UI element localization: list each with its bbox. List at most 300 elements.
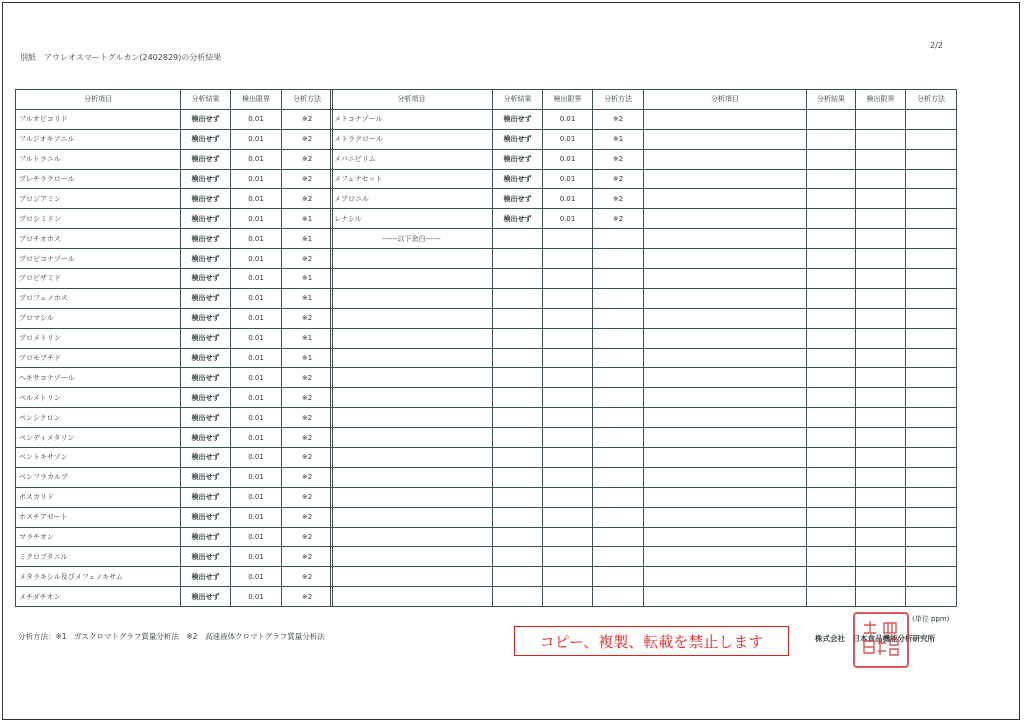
cell-result	[807, 487, 856, 507]
table-row	[644, 487, 957, 507]
cell-method: ※2	[282, 507, 333, 527]
cell-item	[644, 348, 807, 368]
cell-method: ※1	[282, 328, 333, 348]
cell-limit	[543, 269, 593, 289]
cell-method	[906, 209, 957, 229]
cell-method: ※2	[282, 467, 333, 487]
table-row	[16, 129, 333, 149]
cell-result: 検出せず	[181, 169, 231, 189]
table-row	[16, 487, 333, 507]
cell-result: 検出せず	[493, 209, 543, 229]
cell-result: 検出せず	[181, 229, 231, 249]
cell-item: プロチオホス	[16, 229, 181, 249]
cell-item	[331, 308, 493, 328]
cell-method	[593, 448, 644, 468]
cell-limit	[856, 368, 906, 388]
cell-result	[807, 567, 856, 587]
col-header-method: 分析方法	[282, 90, 333, 110]
cell-item	[331, 348, 493, 368]
cell-limit: 0.01	[231, 368, 282, 388]
cell-item	[644, 408, 807, 428]
cell-limit	[543, 448, 593, 468]
company-name: 株式会社 日本食品機能分析研究所	[815, 634, 935, 643]
cell-limit: 0.01	[231, 348, 282, 368]
col-header-item: 分析項目	[16, 90, 181, 110]
cell-limit	[856, 129, 906, 149]
cell-result: 検出せず	[181, 547, 231, 567]
cell-result	[493, 348, 543, 368]
cell-limit	[543, 288, 593, 308]
cell-result	[807, 527, 856, 547]
cell-item: ベントキサゾン	[16, 448, 181, 468]
cell-item	[644, 109, 807, 129]
cell-limit	[543, 348, 593, 368]
cell-item	[644, 547, 807, 567]
cell-method	[906, 587, 957, 607]
cell-limit	[856, 467, 906, 487]
cell-method	[906, 567, 957, 587]
cell-method: ※2	[282, 587, 333, 607]
cell-method	[593, 467, 644, 487]
table-row	[16, 328, 333, 348]
cell-result: 検出せず	[181, 487, 231, 507]
cell-limit: 0.01	[231, 129, 282, 149]
table-row	[331, 408, 644, 428]
cell-item: ペルメトリン	[16, 388, 181, 408]
table-row	[644, 527, 957, 547]
table-row	[331, 547, 644, 567]
table-row	[331, 428, 644, 448]
cell-result	[807, 388, 856, 408]
cell-method	[906, 229, 957, 249]
cell-limit	[543, 547, 593, 567]
cell-limit	[856, 408, 906, 428]
cell-item: メチダチオン	[16, 587, 181, 607]
cell-item	[331, 428, 493, 448]
cell-method	[593, 567, 644, 587]
cell-item: プロピコナゾール	[16, 249, 181, 269]
cell-method: ※2	[282, 169, 333, 189]
cell-method: ※2	[282, 109, 333, 129]
cell-limit	[856, 308, 906, 328]
cell-limit: 0.01	[231, 408, 282, 428]
table-row	[331, 467, 644, 487]
table-row	[331, 189, 644, 209]
cell-result	[807, 328, 856, 348]
table-row	[16, 567, 333, 587]
cell-limit: 0.01	[231, 448, 282, 468]
table-row	[331, 527, 644, 547]
cell-limit: 0.01	[231, 487, 282, 507]
col-header-limit: 検出限界	[856, 90, 906, 110]
table-row	[331, 149, 644, 169]
cell-result: 検出せず	[181, 507, 231, 527]
cell-result	[807, 209, 856, 229]
cell-result	[807, 308, 856, 328]
cell-item: ベンフラカルブ	[16, 467, 181, 487]
cell-limit	[856, 507, 906, 527]
cell-item: フルトラニル	[16, 149, 181, 169]
table-row	[331, 487, 644, 507]
cell-limit: 0.01	[231, 587, 282, 607]
cell-method	[906, 189, 957, 209]
cell-limit	[856, 189, 906, 209]
cell-method: ※2	[593, 189, 644, 209]
table-row	[16, 408, 333, 428]
cell-limit	[856, 328, 906, 348]
cell-result	[493, 288, 543, 308]
cell-method: ※2	[593, 149, 644, 169]
cell-method	[906, 368, 957, 388]
cell-limit	[856, 388, 906, 408]
document-title: 別紙 アウレオスマートグルカン(2402829)の分析結果	[20, 53, 222, 62]
cell-result	[807, 249, 856, 269]
cell-result	[493, 487, 543, 507]
cell-method: ※2	[282, 308, 333, 328]
cell-item	[331, 408, 493, 428]
cell-method: ※1	[593, 129, 644, 149]
cell-result	[493, 269, 543, 289]
cell-method	[593, 388, 644, 408]
cell-method: ※2	[282, 189, 333, 209]
cell-result	[807, 189, 856, 209]
table-row	[644, 567, 957, 587]
table-row	[16, 547, 333, 567]
cell-limit	[543, 507, 593, 527]
cell-result	[493, 527, 543, 547]
table-row	[16, 368, 333, 388]
cell-result: 検出せず	[181, 587, 231, 607]
table-row	[16, 189, 333, 209]
cell-limit: 0.01	[231, 428, 282, 448]
cell-result	[807, 467, 856, 487]
cell-method	[593, 288, 644, 308]
table-row	[644, 269, 957, 289]
cell-result: 検出せず	[181, 388, 231, 408]
cell-result	[807, 229, 856, 249]
cell-method	[906, 129, 957, 149]
table-row	[331, 368, 644, 388]
table-row	[16, 169, 333, 189]
table-row	[644, 428, 957, 448]
cell-item	[644, 428, 807, 448]
cell-result: 検出せず	[493, 109, 543, 129]
cell-limit	[543, 587, 593, 607]
cell-method	[593, 408, 644, 428]
cell-limit: 0.01	[231, 567, 282, 587]
cell-item	[644, 567, 807, 587]
cell-item	[644, 388, 807, 408]
cell-item	[644, 308, 807, 328]
cell-method: ※1	[282, 288, 333, 308]
table-row	[331, 308, 644, 328]
page-number: 2/2	[930, 41, 943, 50]
cell-item	[331, 448, 493, 468]
cell-limit: 0.01	[231, 249, 282, 269]
table-row	[331, 129, 644, 149]
cell-item	[644, 448, 807, 468]
cell-item	[331, 249, 493, 269]
cell-method	[593, 527, 644, 547]
cell-item: ミクロブタニル	[16, 547, 181, 567]
cell-item: プロジアミン	[16, 189, 181, 209]
table-row	[644, 547, 957, 567]
cell-item	[644, 328, 807, 348]
table-row	[331, 269, 644, 289]
table-row	[644, 308, 957, 328]
cell-result	[807, 368, 856, 388]
table-row	[331, 328, 644, 348]
cell-limit	[856, 109, 906, 129]
cell-method	[906, 169, 957, 189]
cell-limit: 0.01	[543, 209, 593, 229]
cell-method	[906, 109, 957, 129]
cell-result: 検出せず	[181, 129, 231, 149]
cell-result: 検出せず	[181, 348, 231, 368]
cell-limit	[856, 348, 906, 368]
cell-method	[906, 328, 957, 348]
results-table-2	[330, 89, 644, 607]
table-row	[644, 467, 957, 487]
table-row	[16, 467, 333, 487]
cell-limit: 0.01	[231, 169, 282, 189]
cell-result: 検出せず	[181, 109, 231, 129]
cell-limit	[856, 209, 906, 229]
table-row	[644, 129, 957, 149]
cell-method	[593, 547, 644, 567]
cell-item	[644, 368, 807, 388]
table-row	[644, 209, 957, 229]
table-row	[331, 567, 644, 587]
cell-method: ※2	[282, 149, 333, 169]
cell-result: 検出せず	[493, 129, 543, 149]
cell-method: ※1	[282, 269, 333, 289]
cell-result	[493, 308, 543, 328]
cell-limit: 0.01	[231, 507, 282, 527]
cell-method	[593, 507, 644, 527]
cell-limit: 0.01	[231, 229, 282, 249]
table-row	[331, 448, 644, 468]
cell-item	[644, 209, 807, 229]
table-row	[331, 169, 644, 189]
cell-method	[593, 308, 644, 328]
col-header-result: 分析結果	[181, 90, 231, 110]
cell-method	[906, 348, 957, 368]
cell-item	[644, 507, 807, 527]
cell-item: ヘキサコナゾール	[16, 368, 181, 388]
cell-item	[331, 507, 493, 527]
cell-result	[807, 507, 856, 527]
cell-item: プロモブチド	[16, 348, 181, 368]
cell-result	[493, 388, 543, 408]
cell-limit	[856, 249, 906, 269]
cell-item	[644, 229, 807, 249]
table-row	[644, 368, 957, 388]
table-row	[331, 507, 644, 527]
cell-method: ※1	[282, 348, 333, 368]
cell-limit	[856, 547, 906, 567]
table-row	[16, 249, 333, 269]
cell-method: ※2	[282, 368, 333, 388]
cell-limit: 0.01	[231, 149, 282, 169]
table-row	[16, 448, 333, 468]
table-row	[331, 587, 644, 607]
col-header-item: 分析項目	[644, 90, 807, 110]
cell-result: 検出せず	[181, 567, 231, 587]
cell-limit: 0.01	[543, 169, 593, 189]
cell-limit	[543, 229, 593, 249]
table-row	[331, 249, 644, 269]
cell-result	[493, 587, 543, 607]
cell-item: フルジオキソニル	[16, 129, 181, 149]
table-row	[16, 269, 333, 289]
cell-limit	[543, 527, 593, 547]
cell-limit	[543, 487, 593, 507]
cell-result	[807, 169, 856, 189]
seal-icon	[858, 617, 904, 663]
cell-item	[331, 547, 493, 567]
cell-item	[331, 487, 493, 507]
table-row	[16, 229, 333, 249]
cell-item	[331, 328, 493, 348]
cell-result	[807, 448, 856, 468]
cell-item	[644, 189, 807, 209]
cell-limit: 0.01	[231, 467, 282, 487]
cell-item: ボスカリド	[16, 487, 181, 507]
cell-item: メタラキシル及びメフェノキサム	[16, 567, 181, 587]
table-row	[644, 408, 957, 428]
cell-method	[906, 249, 957, 269]
cell-result	[807, 348, 856, 368]
cell-method	[906, 467, 957, 487]
table-row	[331, 348, 644, 368]
table-row	[644, 149, 957, 169]
table-row	[331, 229, 644, 249]
cell-result	[807, 408, 856, 428]
cell-item: プレチラクロール	[16, 169, 181, 189]
cell-item: ------以下余白------	[331, 229, 493, 249]
cell-method: ※2	[282, 408, 333, 428]
cell-method: ※2	[593, 169, 644, 189]
table-row	[16, 308, 333, 328]
cell-method	[906, 527, 957, 547]
cell-limit	[856, 229, 906, 249]
cell-limit	[856, 587, 906, 607]
cell-result: 検出せず	[181, 408, 231, 428]
cell-method	[906, 269, 957, 289]
cell-limit	[856, 269, 906, 289]
cell-result: 検出せず	[181, 527, 231, 547]
cell-item: プロシミドン	[16, 209, 181, 229]
cell-limit: 0.01	[231, 209, 282, 229]
table-row	[16, 288, 333, 308]
cell-result	[807, 547, 856, 567]
cell-limit: 0.01	[231, 189, 282, 209]
cell-method: ※2	[593, 109, 644, 129]
cell-method: ※2	[593, 209, 644, 229]
cell-result	[493, 547, 543, 567]
table-row	[16, 149, 333, 169]
cell-item: ブロマシル	[16, 308, 181, 328]
cell-result: 検出せず	[181, 308, 231, 328]
cell-item	[644, 249, 807, 269]
cell-result	[493, 249, 543, 269]
cell-result: 検出せず	[181, 249, 231, 269]
cell-result	[493, 428, 543, 448]
cell-item	[644, 527, 807, 547]
cell-limit	[543, 567, 593, 587]
cell-result	[807, 428, 856, 448]
cell-result	[807, 288, 856, 308]
cell-item	[331, 269, 493, 289]
table-row	[644, 448, 957, 468]
cell-result	[493, 229, 543, 249]
cell-limit	[543, 428, 593, 448]
cell-method	[906, 388, 957, 408]
cell-method: ※2	[282, 527, 333, 547]
table-row	[644, 169, 957, 189]
cell-item: メトラクロール	[331, 129, 493, 149]
cell-limit: 0.01	[231, 527, 282, 547]
unit-label: (単位 ppm)	[912, 615, 950, 623]
table-row	[16, 209, 333, 229]
cell-result: 検出せず	[181, 428, 231, 448]
cell-item	[331, 527, 493, 547]
col-header-limit: 検出限界	[543, 90, 593, 110]
cell-method	[906, 547, 957, 567]
cell-result: 検出せず	[181, 368, 231, 388]
cell-limit	[856, 149, 906, 169]
cell-result: 検出せず	[181, 328, 231, 348]
cell-method	[593, 328, 644, 348]
cell-result: 検出せず	[181, 209, 231, 229]
cell-item: メパニピリム	[331, 149, 493, 169]
cell-limit	[856, 448, 906, 468]
cell-limit: 0.01	[543, 109, 593, 129]
cell-limit	[856, 428, 906, 448]
cell-result: 検出せず	[493, 169, 543, 189]
cell-limit: 0.01	[231, 308, 282, 328]
cell-item	[644, 269, 807, 289]
cell-item	[644, 487, 807, 507]
cell-method: ※2	[282, 547, 333, 567]
results-table-1	[15, 89, 333, 607]
cell-result: 検出せず	[493, 189, 543, 209]
table-row	[16, 507, 333, 527]
table-row	[644, 587, 957, 607]
cell-method: ※2	[282, 487, 333, 507]
cell-result	[493, 567, 543, 587]
table-row	[16, 428, 333, 448]
cell-item	[644, 169, 807, 189]
cell-result	[493, 368, 543, 388]
cell-result	[493, 448, 543, 468]
method-legend: 分析方法：※1 ガスクロマトグラフ質量分析法 ※2 高速液体クロマトグラフ質量分析法	[18, 632, 325, 641]
table-row	[644, 249, 957, 269]
cell-item: レナシル	[331, 209, 493, 229]
table-row	[644, 388, 957, 408]
cell-item	[331, 368, 493, 388]
cell-method: ※2	[282, 249, 333, 269]
col-header-limit: 検出限界	[231, 90, 282, 110]
table-row	[644, 109, 957, 129]
cell-method	[906, 308, 957, 328]
cell-limit: 0.01	[543, 149, 593, 169]
cell-limit: 0.01	[231, 109, 282, 129]
cell-item: メフェナセット	[331, 169, 493, 189]
cell-limit	[856, 288, 906, 308]
cell-item	[644, 129, 807, 149]
